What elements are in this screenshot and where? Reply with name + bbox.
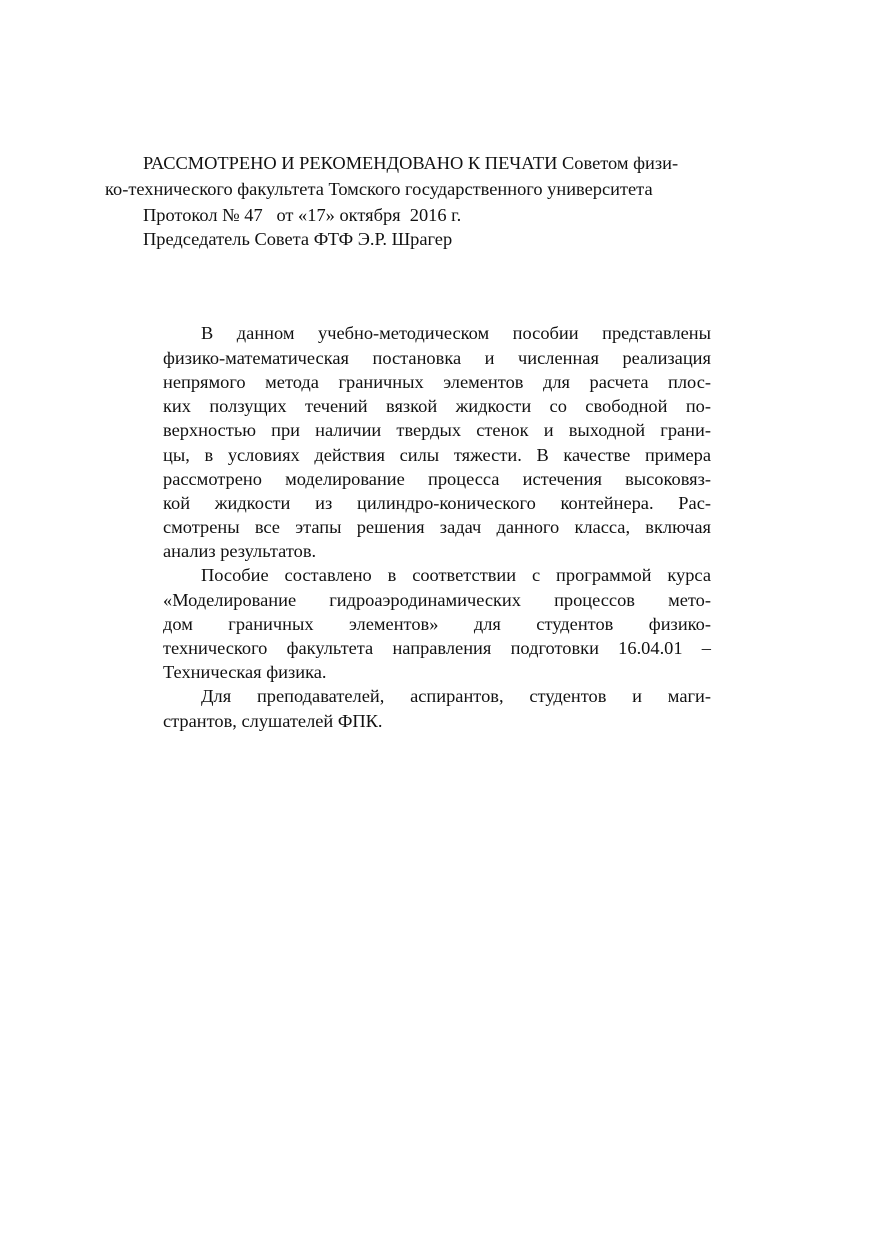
abstract-p2-line-2: «Моделирование гидроаэродинамических процессов мето- (163, 590, 711, 610)
abstract-p2-line-5: Техническая физика. (163, 662, 327, 682)
abstract-p1-line-1: В данном учебно-методическом пособии представлены (201, 323, 711, 343)
abstract-p1-line-10: анализ результатов. (163, 541, 317, 561)
abstract-p2-line-3: дом граничных элементов» для студентов физико- (163, 614, 711, 634)
approval-line-1: РАССМОТРЕНО И РЕКОМЕНДОВАНО К ПЕЧАТИ Советом физи- (143, 153, 679, 173)
abstract-p1-line-7: рассмотрено моделирование процесса истечения высоковяз- (163, 469, 711, 489)
protocol-line: Протокол № 47 от «17» октября 2016 г. (143, 205, 462, 225)
abstract-p1-line-6: цы, в условиях действия силы тяжести. В качестве примера (163, 445, 711, 465)
abstract-p2-line-1: Пособие составлено в соответствии с программой курса (201, 565, 711, 585)
abstract-p1-line-3: непрямого метода граничных элементов для расчета плос- (163, 372, 711, 392)
abstract-p2-line-4: технического факультета направления подготовки 16.04.01 – (163, 638, 711, 658)
abstract-p1-line-5: верхностью при наличии твердых стенок и выходной грани- (163, 420, 711, 440)
abstract-p1-line-4: ких ползущих течений вязкой жидкости со свободной по- (163, 396, 711, 416)
approval-line-2: ко-технического факультета Томского государственного университета (105, 179, 653, 199)
abstract-p1-line-2: физико-математическая постановка и численная реализация (163, 348, 711, 368)
abstract-p1-line-9: смотрены все этапы решения задач данного класса, включая (163, 517, 711, 537)
chairman-line: Председатель Совета ФТФ Э.Р. Шрагер (143, 229, 453, 249)
abstract-p3-line-2: странтов, слушателей ФПК. (163, 711, 383, 731)
abstract-p3-line-1: Для преподавателей, аспирантов, студентов и маги- (201, 686, 711, 706)
abstract-p1-line-8: кой жидкости из цилиндро-конического контейнера. Рас- (163, 493, 711, 513)
